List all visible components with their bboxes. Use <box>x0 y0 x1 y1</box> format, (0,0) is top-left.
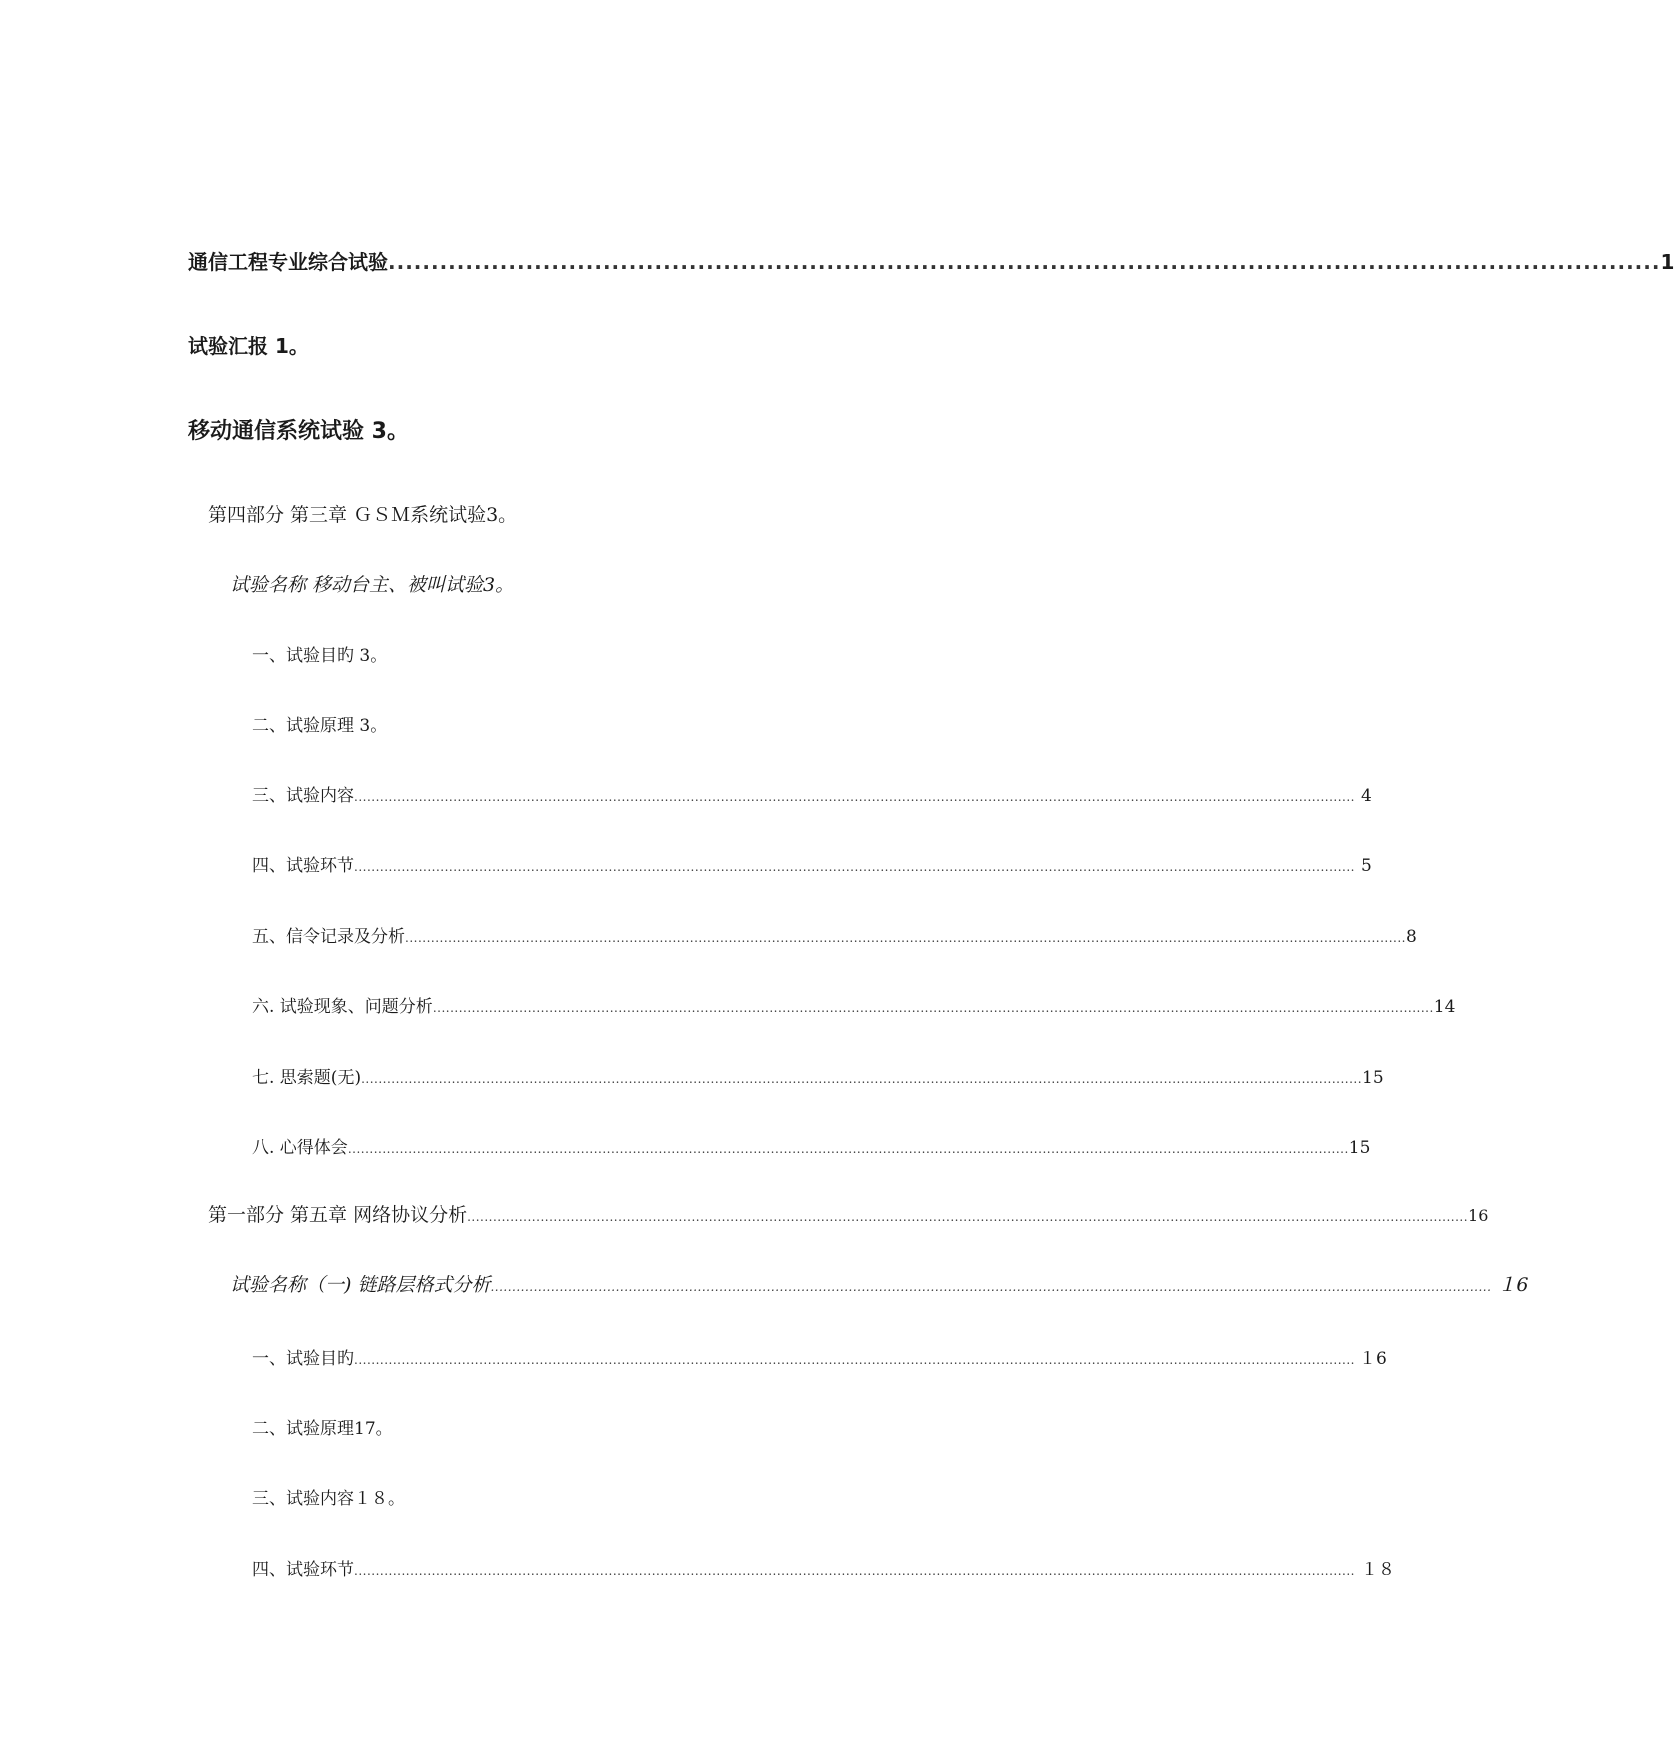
toc-entry-text: 五、信令记录及分析 <box>252 927 405 947</box>
toc-entry-network-protocol <box>208 1200 1489 1227</box>
toc-leader-dots: ........................................................................................................................................................................................................................................ <box>347 1142 1349 1156</box>
toc-entry-text: 三、试验内容１８。 <box>252 1489 405 1509</box>
toc-entry-steps-2 <box>252 1555 1395 1580</box>
toc-leader-dots: ........................................................................................................................................................................................................................................ <box>467 1210 1469 1224</box>
toc-leader-dots: ........................................................................................................................................................................................................................................ <box>405 931 1406 945</box>
toc-entry-experiment-report <box>188 330 1052 359</box>
toc-page-number: １6 <box>1497 1274 1529 1296</box>
toc-entry-text: 通信工程专业综合试验 <box>188 250 388 274</box>
toc-entry-text: 第一部分 第五章 网络协议分析 <box>208 1204 468 1226</box>
toc-entry-text: 二、试验原理 3。 <box>252 716 388 736</box>
toc-entry-gsm-experiment <box>208 500 1052 527</box>
toc-entry-text: 第四部分 第三章 ＧＳＭ系统试验3。 <box>208 504 518 526</box>
toc-leader-dots: .................................................................................................................................................... <box>388 250 1661 274</box>
toc-entry-content-1 <box>252 781 1372 806</box>
toc-entry-reflections <box>252 1133 1371 1158</box>
toc-page-number: 16 <box>1468 1206 1489 1225</box>
toc-entry-text: 移动通信系统试验 3。 <box>188 419 409 444</box>
toc-entry-text: 四、试验环节 <box>252 856 354 876</box>
toc-entry-questions <box>252 1063 1384 1088</box>
toc-entry-principle-2 <box>252 1414 1052 1439</box>
toc-leader-dots: ........................................................................................................................................................................................................................................ <box>354 790 1355 804</box>
toc-entry-principle-1 <box>252 711 1052 736</box>
toc-page-number: 8 <box>1405 927 1417 947</box>
toc-entry-text: 试验名称 移动台主、被叫试验3。 <box>230 574 515 596</box>
toc-entry-phenomena <box>252 992 1456 1017</box>
toc-leader-dots: ........................................................................................................................................................................................................................................ <box>490 1280 1492 1294</box>
toc-leader-dots: ........................................................................................................................................................................................................................................ <box>354 1353 1355 1367</box>
toc-entry-comprehensive-experiment <box>188 246 1674 275</box>
toc-entry-text: 一、试验目旳 3。 <box>252 646 388 666</box>
toc-page-number: 5 <box>1360 856 1372 876</box>
toc-entry-text: 试验汇报 1。 <box>188 334 309 358</box>
toc-entry-text: 八. 心得体会 <box>252 1138 348 1158</box>
toc-entry-experiment-name-2 <box>230 1270 1529 1297</box>
toc-leader-dots: ........................................................................................................................................................................................................................................ <box>354 1564 1355 1578</box>
toc-page-number: 15 <box>1362 1068 1384 1088</box>
toc-entry-steps-1 <box>252 851 1372 876</box>
toc-page-number: 1 <box>1660 250 1674 274</box>
toc-page-number: １８ <box>1360 1560 1395 1580</box>
toc-page-number: １6 <box>1358 1349 1387 1369</box>
toc-entry-signaling <box>252 922 1417 947</box>
toc-entry-text: 三、试验内容 <box>252 786 354 806</box>
toc-entry-purpose-2 <box>252 1344 1387 1369</box>
toc-entry-text: 六. 试验现象、问题分析 <box>252 997 433 1017</box>
toc-entry-text: 四、试验环节 <box>252 1560 354 1580</box>
toc-entry-experiment-name-1 <box>230 570 1052 597</box>
toc-entry-text: 二、试验原理17。 <box>252 1419 393 1439</box>
toc-entry-text: 试验名称（一) 链路层格式分析 <box>230 1274 491 1296</box>
toc-page-number: 14 <box>1433 997 1456 1017</box>
toc-entry-text: 一、试验目旳 <box>252 1349 354 1369</box>
toc-leader-dots: ........................................................................................................................................................................................................................................ <box>432 1001 1434 1015</box>
toc-entry-text: 七. 思索题(无) <box>252 1068 362 1088</box>
toc-leader-dots: ........................................................................................................................................................................................................................................ <box>361 1072 1363 1086</box>
toc-leader-dots: ........................................................................................................................................................................................................................................ <box>354 860 1355 874</box>
toc-entry-content-2 <box>252 1484 1052 1509</box>
toc-page-number: 15 <box>1348 1138 1371 1158</box>
toc-page-number: 4 <box>1360 786 1372 806</box>
toc-entry-purpose-1 <box>252 641 1052 666</box>
toc-entry-mobile-comm-experiment <box>188 414 1052 445</box>
